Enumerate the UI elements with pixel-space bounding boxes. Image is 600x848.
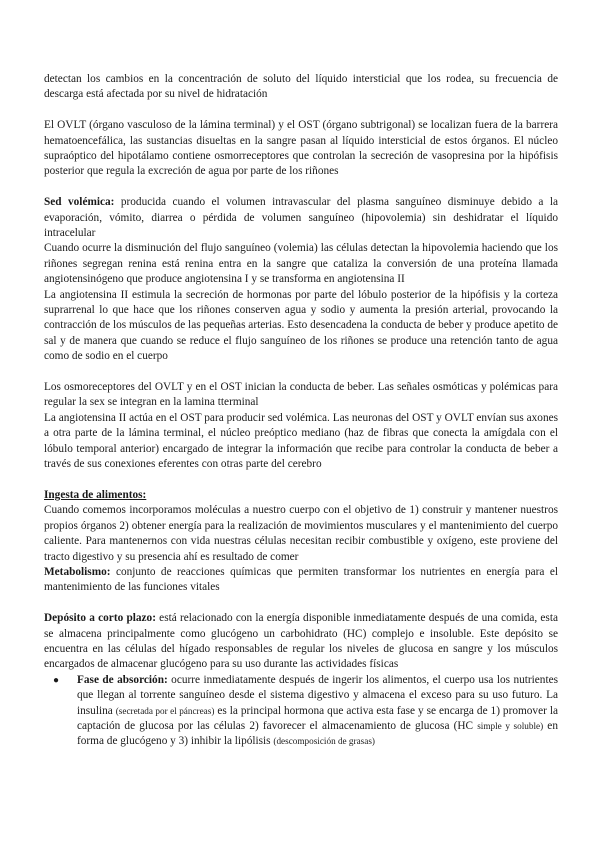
deposito-label: Depósito a corto plazo:	[44, 612, 156, 625]
paragraph-ovlt-ost: El OVLT (órgano vasculoso de la lámina terminal) y el OST (órgano subtrigonal) se localizan fuera de la barrera hematoencefálica, las sustancias disueltas en la sangre pasan al líquido intersticial de estos órganos. El núcleo supraóptico del hipotálamo contiene osmorreceptores que controlan la secreción de vasopresina por la hipófisis posterior que regula la excreción de agua por parte de los riñones	[44, 119, 558, 178]
paragraph-metabolismo	[44, 565, 558, 596]
bullet-icon: ●	[53, 674, 60, 686]
deposito-text: está relacionado con la energía disponible inmediatamente después de una comida, esta se almacena principalmente como glucógeno un carbohidrato (HC) complejo e insoluble. Este depósito se encuentra en las células del hígado responsables de regular los niveles de glucosa en sangre y los músculos encargados de almacenar glucógeno para su uso durante las actividades físicas	[44, 612, 558, 671]
fase-absorcion-note-a: (secretada por el páncreas)	[115, 705, 215, 716]
ingesta-heading: Ingesta de alimentos:	[44, 488, 147, 501]
fase-absorcion-text-b: es la principal hormona que activa esta fase y se encarga de 1) promover la captación de glucosa por las células 2) favorecer el almacenamiento de glucosa (HC	[77, 704, 558, 732]
fase-absorcion-text-a: ocurre inmediatamente después de ingerir los alimentos, el cuerpo usa los nutrientes que llegan al torrente sanguíneo desde el sistema digestivo y almacena el exceso para su uso futuro. La insulina	[77, 673, 558, 717]
fase-absorcion-note-c: (descomposición de grasas)	[273, 736, 375, 747]
paragraph-osmoreceptors-continuation: detectan los cambios en la concentración de soluto del líquido intersticial que los rodea, su frecuencia de descarga está afectada por su nivel de hidratación	[44, 73, 558, 101]
list-item-fase-absorcion	[44, 673, 558, 750]
fase-absorcion-text-c: en forma de glucógeno y 3) inhibir la lipólisis	[77, 719, 558, 748]
fase-absorcion-note-b: simple y soluble)	[477, 720, 544, 731]
metabolismo-text: conjunto de reacciones químicas que permiten transformar los nutrientes en energía para el mantenimiento de las funciones vitales	[44, 565, 558, 594]
paragraph-angiotensina: La angiotensina II estimula la secreción de hormonas por parte del lóbulo posterior de la hipófisis y la corteza suprarrenal lo que hace que los riñones conserven agua y sodio y aumenta la presión arterial, provocando la contracción de los músculos de las pequeñas arterias. Esto desencadena la conducta de beber y produce apetito de sal y de manera que cuando se reduce el flujo sanguíneo de los riñones se produce una retención tanto de agua como de sodio en el cuerpo	[44, 288, 558, 363]
bullet-list	[44, 673, 558, 750]
paragraph-renina: Cuando ocurre la disminución del flujo sanguíneo (volemia) las células detectan la hipovolemia haciendo que los riñones segregan renina está renina entra en la sangre que cataliza la conversión de una proteína llamada angiotensinógeno que produce angiotensina I y se transforma en angiotensina II	[44, 242, 558, 286]
metabolismo-label: Metabolismo:	[44, 565, 111, 578]
document-body	[44, 72, 558, 750]
paragraph-deposito	[44, 611, 558, 673]
sed-volemica-text: producida cuando el volumen intravascular del plasma sanguíneo disminuye debido a la evaporación, vómito, diarrea o pérdida de volumen sanguíneo (hipovolemia) sin deshidratar el líquido intracelular	[44, 196, 559, 240]
paragraph-osmoreceptores: Los osmoreceptores del OVLT y en el OST inician la conducta de beber. Las señales osmóticas y polémicas para regular la sex se integran en la lamina tterminal	[44, 381, 558, 409]
paragraph-ost-sed: La angiotensina II actúa en el OST para producir sed volémica. Las neuronas del OST y OVLT envían sus axones a otra parte de la lámina terminal, el núcleo preóptico mediano (haz de fibras que conecta la amígdala con el lóbulo temporal anterior) encargado de integrar la información que recibe para controlar la conducta de beber a través de sus conexiones eferentes con otras parte del cerebro	[44, 411, 558, 471]
paragraph-sed-volemica	[44, 195, 558, 241]
fase-absorcion-label: Fase de absorción:	[77, 673, 168, 686]
sed-volemica-label: Sed volémica:	[44, 196, 115, 209]
paragraph-ingesta: Cuando comemos incorporamos moléculas a nuestro cuerpo con el objetivo de 1) construir y mantener nuestros propios órganos 2) obtener energía para la realización de movimientos musculares y el mantenimiento del cuerpo caliente. Para mantenernos con vida nuestras células necesitan recibir combustible y oxígeno, este proviene del tracto digestivo y su presencia ahí es resultado de comer	[44, 504, 558, 563]
